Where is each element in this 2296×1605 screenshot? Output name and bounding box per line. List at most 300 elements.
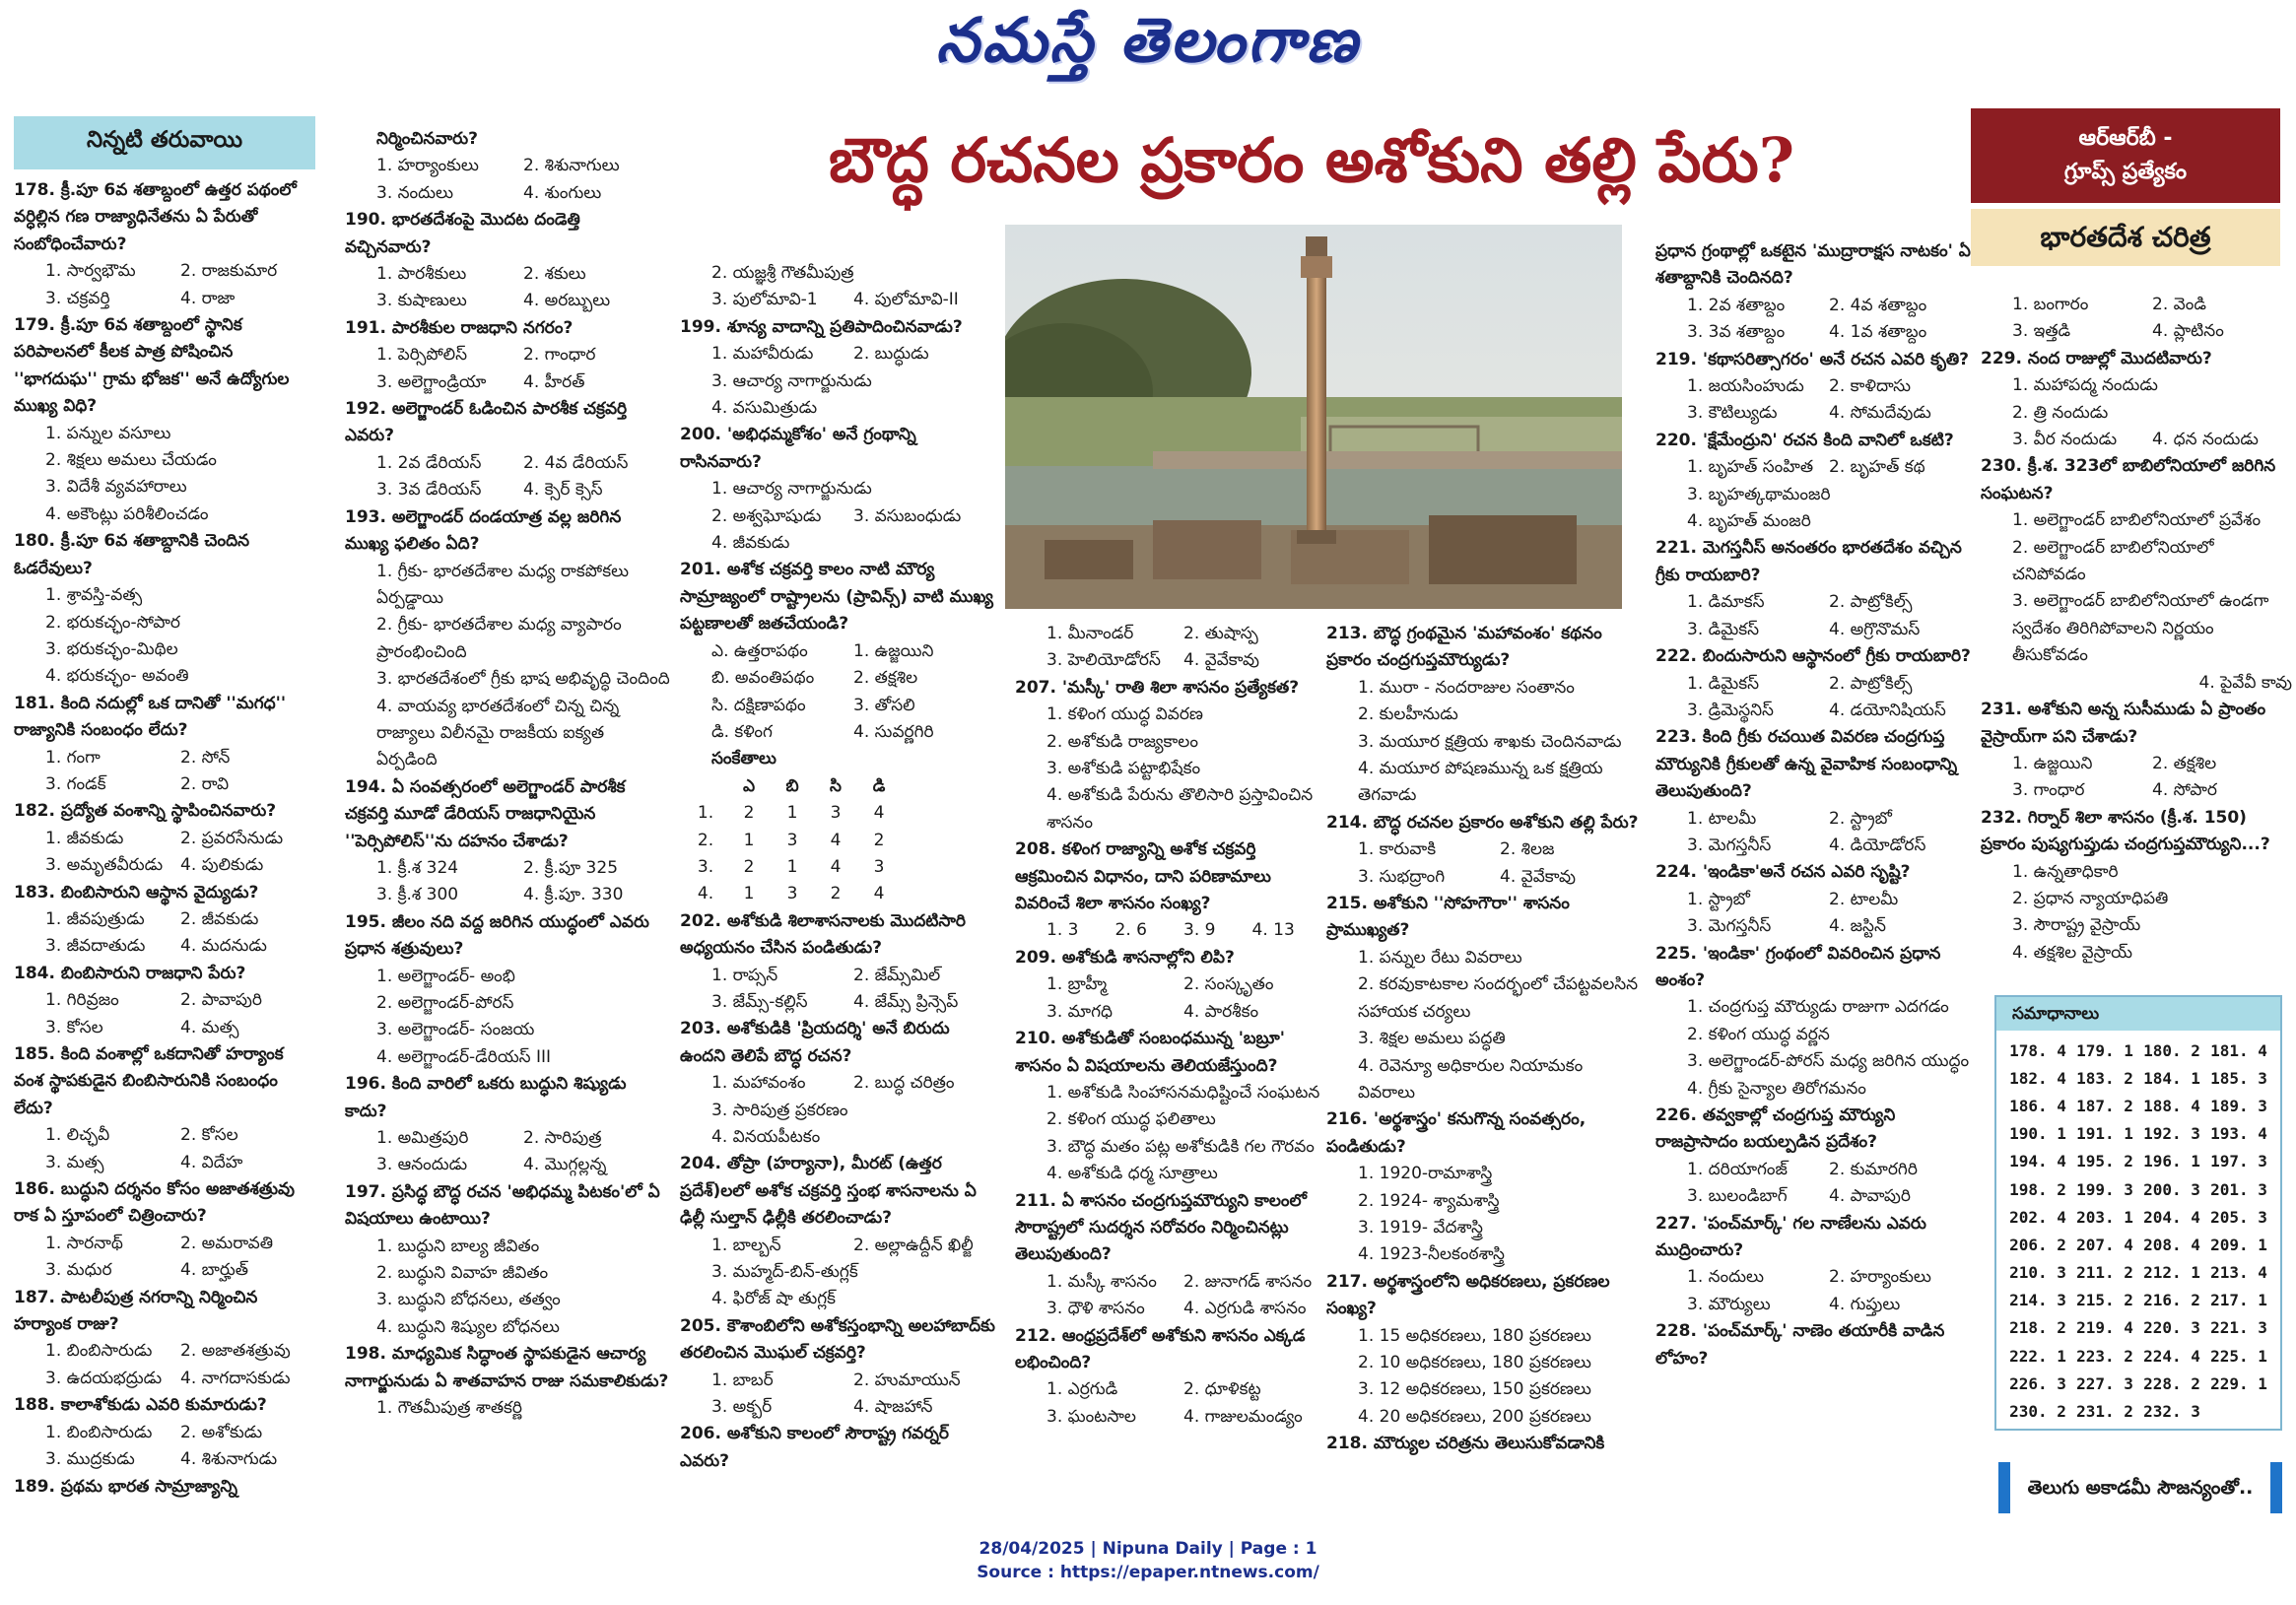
option: 4. జస్టిన్ bbox=[1829, 916, 1886, 937]
answer: 228. 2 bbox=[2143, 1373, 2200, 1393]
option: 1. పెర్సిపోలిస్ bbox=[376, 345, 468, 366]
option: 4. మత్స bbox=[180, 1017, 239, 1037]
option: 3. బౌద్ధ మతం పట్ల అశోకుడికి గల గౌరవం bbox=[1047, 1136, 1315, 1157]
option: 1. చంద్రగుప్త మౌర్యుడు రాజుగా ఎదగడం bbox=[1687, 997, 1949, 1018]
option: 2. ధూళికట్ట bbox=[1183, 1379, 1261, 1400]
question-180: 180. క్రీ.పూ 6వ శతాబ్దానికి చెందిన ఓడరేవులు? bbox=[14, 531, 250, 578]
option: 3. 3వ శతాబ్దం bbox=[1687, 322, 1786, 343]
answer: 205. 3 bbox=[2210, 1207, 2267, 1227]
option: 4. ప్లాటినం bbox=[2152, 321, 2224, 342]
option: 1. దరియాగంజ్ bbox=[1687, 1159, 1788, 1179]
option: 4. పైవేవీ కావు bbox=[2198, 672, 2292, 693]
answer: 224. 4 bbox=[2143, 1346, 2200, 1366]
option: 2. పావాపురి bbox=[180, 990, 262, 1011]
option: 1. బింబిసారుడు bbox=[45, 1422, 153, 1442]
option: 4. ధన నందుడు bbox=[2152, 430, 2259, 450]
codes-cell: 2 bbox=[830, 884, 842, 904]
question-211: 211. ఏ శాసనం చంద్రగుప్తమౌర్యుని కాలంలో సౌరాష్ట్రలో సుదర్శన సరోవరం నిర్మించినట్లు తెలుపుతుంది? bbox=[1015, 1190, 1307, 1265]
credit-line: తెలుగు అకాడమీ సౌజన్యంతో.. bbox=[1998, 1462, 2282, 1513]
column-1 bbox=[14, 177, 315, 1501]
answer: 194. 4 bbox=[2009, 1152, 2066, 1171]
option: 2. బుద్ధుని వివాహ జీవితం bbox=[376, 1263, 549, 1284]
option: 3. 1919- వేదశాస్త్రి bbox=[1358, 1217, 1483, 1237]
option: 4. మయూర పోషణమున్న ఒక క్షత్రియ తెగవాడు bbox=[1358, 759, 1603, 806]
question-202: 202. అశోకుడి శిలాశాసనాలకు మొదటిసారి అధ్యయనం చేసిన పండితుడు? bbox=[680, 910, 966, 959]
question-214: 214. బౌద్ధ రచనల ప్రకారం అశోకుని తల్లి పేరు? bbox=[1326, 812, 1639, 833]
option: 1. గ్రీకు- భారతదేశాల మధ్య రాకపోకలు ఏర్పడ్డాయి bbox=[376, 561, 630, 608]
section-tag-previous: నిన్నటి తరువాయి bbox=[14, 116, 315, 169]
option: 1. ఆచార్య నాగార్జునుడు bbox=[711, 479, 872, 500]
option: 3. బృహత్కథామంజరి bbox=[1687, 484, 1831, 504]
option: 4. వైవేకావు bbox=[1500, 866, 1576, 887]
option: 4. సోమదేవుడు bbox=[1829, 403, 1931, 424]
answer: 214. 3 bbox=[2009, 1291, 2066, 1310]
option: 2. అశ్వఘోషుడు bbox=[711, 505, 822, 526]
option: 2. కోసల bbox=[180, 1125, 238, 1146]
option: 4. డయోనిషియస్ bbox=[1829, 700, 1946, 720]
option: 3. సౌరాష్ట్ర వైస్రాయ్ bbox=[2012, 915, 2141, 936]
option: 4. మదనుడు bbox=[180, 936, 267, 957]
question-179: 179. క్రీ.పూ 6వ శతాబ్దంలో స్థానిక పరిపాలనలో కీలక పాత్ర పోషించిన ''భాగదుఘ'' గ్రామ భోజక'' అనే ఉద్యోగుల ముఖ్య విధి? bbox=[14, 315, 290, 417]
answer: 196. 1 bbox=[2143, 1152, 2200, 1171]
answer: 187. 2 bbox=[2076, 1096, 2133, 1115]
option: 1. 2వ డేరియస్ bbox=[376, 452, 482, 473]
question-201: 201. అశోక చక్రవర్తి కాలం నాటి మౌర్య సామ్రాజ్యంలో రాష్ట్రాలను (ప్రావిన్స్) వాటి ముఖ్య పట్టణాలతో జతచేయండి? bbox=[680, 560, 993, 635]
option: 2. జునాగడ్ శాసనం bbox=[1183, 1271, 1313, 1292]
answer: 229. 1 bbox=[2210, 1373, 2267, 1393]
page-footer bbox=[0, 1537, 2296, 1584]
question-187: 187. పాటలీపుత్ర నగరాన్ని నిర్మించిన హర్యాంక రాజు? bbox=[14, 1287, 258, 1335]
option: డి. కళింగ bbox=[711, 721, 773, 742]
question-207: 207. 'మస్కీ' రాతి శిలా శాసనం ప్రత్యేకత? bbox=[1015, 677, 1300, 698]
option: 1. జీవపుత్రుడు bbox=[45, 908, 145, 929]
question-185: 185. కింది వంశాల్లో ఒకదానితో హర్యాంక వంశ స్థాపకుడైన బింబిసారునికి సంబంధం లేదు? bbox=[14, 1044, 284, 1118]
option: ఎ. ఉత్తరాపథం bbox=[711, 640, 808, 661]
option: 1. 3 bbox=[1047, 920, 1079, 941]
option: 3. మత్స bbox=[45, 1152, 104, 1172]
option: 2. తక్షశిల bbox=[2152, 753, 2217, 773]
option: 1. మీనాండర్ bbox=[1047, 624, 1134, 643]
option: 4. ఫిరోజ్ షా తుగ్లక్ bbox=[711, 1289, 837, 1309]
answer: 203. 1 bbox=[2076, 1207, 2133, 1227]
answer: 195. 2 bbox=[2076, 1152, 2133, 1171]
option: 4. క్సెర్ క్సెస్ bbox=[523, 480, 603, 501]
answer: 226. 3 bbox=[2009, 1373, 2066, 1393]
answer: 191. 1 bbox=[2076, 1124, 2133, 1144]
codes-head bbox=[684, 773, 727, 800]
question-231: 231. అశోకుని అన్న సుసీముడు ఏ ప్రాంతం వైస్రాయ్‌గా పని చేశాడు? bbox=[1981, 700, 2266, 747]
codes-head: డి bbox=[872, 775, 886, 796]
option: 3. ఇత్తడి bbox=[2012, 321, 2071, 342]
question-209: 209. అశోకుడి శాసనాల్లోని లిపి? bbox=[1015, 947, 1235, 968]
option: 3. అక్బర్ bbox=[711, 1397, 773, 1418]
option: 4. విదేహ bbox=[180, 1152, 243, 1172]
option: 3. అశోకుడి పట్టాభిషేకం bbox=[1047, 759, 1201, 779]
option: 2. ప్రధాన న్యాయాధిపతి bbox=[2012, 888, 2169, 908]
option: 2. కరవుకాటకాల సందర్భంలో చేపట్టవలసిన సహాయక చర్యలు bbox=[1358, 974, 1639, 1022]
footer-source-link[interactable]: Source : https://epaper.ntnews.com/ bbox=[977, 1563, 1319, 1582]
codes-cell: 2 bbox=[873, 830, 885, 850]
option: 4. 20 అధికరణలు, 200 ప్రకరణలు bbox=[1358, 1406, 1591, 1427]
masthead-logo: నమస్తే తెలంగాణ bbox=[935, 4, 1361, 76]
codes-cell: 3 bbox=[786, 830, 798, 850]
option: 4. అకౌంట్లు పరిశీలించడం bbox=[45, 503, 209, 524]
question-230: 230. క్రీ.శ. 323లో బాబిలోనియాలో జరిగిన సంఘటన? bbox=[1981, 456, 2276, 503]
option: 1. మస్కీ శాసనం bbox=[1047, 1271, 1157, 1292]
option: 1. మురా - నందరాజుల సంతానం bbox=[1358, 677, 1575, 698]
option: 3. 3వ డేరియస్ bbox=[376, 480, 482, 501]
option: 1. ఉజ్జయిని bbox=[2012, 753, 2093, 773]
question-223: 223. కింది గ్రీకు రచయిత వివరణ చంద్రగుప్త మౌర్యునికి గ్రీకులతో ఉన్న వైవాహిక సంబంధాన్ని తెలుపుతుంది? bbox=[1655, 727, 1958, 802]
answer: 231. 2 bbox=[2076, 1402, 2133, 1422]
option: 2. క్రీ.పూ 325 bbox=[523, 857, 619, 878]
option: 3. గండక్ bbox=[45, 773, 106, 794]
option: 2. హర్యాంకులు bbox=[1829, 1267, 1931, 1288]
option: 4. భరుకచ్ఛం- అవంతి bbox=[45, 666, 189, 687]
option: 2. తక్షశిల bbox=[853, 668, 918, 689]
answer: 202. 4 bbox=[2009, 1207, 2066, 1227]
option: 2. జీవకుడు bbox=[180, 908, 259, 929]
option: 4. గ్రీకు సైన్యాల తిరోగమనం bbox=[1687, 1078, 1866, 1099]
option: 4. అలెగ్జాండర్-డేరియస్ III bbox=[376, 1046, 552, 1067]
option: 1. గంగా bbox=[45, 747, 101, 768]
question-195: 195. జీలం నది వద్ద జరిగిన యుద్ధంలో ఎవరు ప్రధాన శత్రువులు? bbox=[345, 911, 649, 960]
option: 1. జయసింహుడు bbox=[1687, 376, 1804, 397]
option: 1. బుద్ధుని బాల్య జీవితం bbox=[376, 1236, 540, 1256]
option: 1. డిమాకస్ bbox=[1687, 592, 1765, 613]
option: బి. అవంతిపథం bbox=[711, 668, 815, 689]
page-headline: బౌద్ధ రచనల ప్రకారం అశోకుని తల్లి పేరు? bbox=[828, 124, 1795, 196]
answer: 185. 3 bbox=[2210, 1068, 2267, 1088]
question-183: 183. బింబిసారుని ఆస్థాన వైద్యుడు? bbox=[14, 882, 259, 903]
question-218-cont: ప్రధాన గ్రంథాల్లో ఒకటైన 'ముద్రారాక్షస నాటకం' ఏ శతాబ్దానికి చెందినది? bbox=[1655, 241, 1971, 289]
option: 4. బార్హుత్ bbox=[180, 1260, 249, 1281]
option: 2. బుద్ధ చరిత్రం bbox=[853, 1073, 955, 1094]
question-208: 208. కళింగ రాజ్యాన్ని అశోక చక్రవర్తి ఆక్రమించిన విధానం, దాని పరిణామాలు వివరించే శిలా శాసనం సంఖ్య? bbox=[1015, 839, 1271, 914]
option: 2. వెండి bbox=[2152, 295, 2206, 314]
answer: 192. 3 bbox=[2143, 1124, 2200, 1144]
option: 1. క్రీ.శ 324 bbox=[376, 857, 459, 878]
option: 1. గిరివ్రజం bbox=[45, 990, 119, 1011]
option: 2. 4వ శతాబ్దం bbox=[1829, 295, 1927, 315]
option: 3. అలెగ్జాండ్రియా bbox=[376, 371, 487, 392]
question-198: 198. మాధ్యమిక సిద్ధాంత స్థాపకుడైన ఆచార్య నాగార్జునుడు ఏ శాతవాహన రాజు సమకాలికుడు? bbox=[345, 1344, 669, 1391]
question-217: 217. అర్థశాస్త్రంలోని అధికరణలు, ప్రకరణల సంఖ్య? bbox=[1326, 1271, 1610, 1319]
codes-cell: 4 bbox=[873, 884, 885, 904]
option: 2. కళింగ యుద్ధ వర్ణన bbox=[1687, 1024, 1830, 1044]
option: 1. మహావీరుడు bbox=[711, 344, 814, 365]
option: 3. మహ్మద్-బిన్-తుగ్లక్ bbox=[711, 1262, 858, 1283]
option: 1. డిమైకస్ bbox=[1687, 673, 1759, 694]
codes-cell: 4. bbox=[697, 884, 714, 904]
option: 2. గాంధార bbox=[523, 345, 596, 366]
option: 1. స్ట్రాబో bbox=[1687, 889, 1750, 909]
answer: 230. 2 bbox=[2009, 1402, 2066, 1422]
answer: 232. 3 bbox=[2143, 1402, 2200, 1422]
question-194: 194. ఏ సంవత్సరంలో అలెగ్జాండర్ పారశీక చక్రవర్తి మూడో డేరియస్ రాజధానియైన ''పెర్సిపోలిస్''ను దహనం చేశాడు? bbox=[345, 776, 626, 851]
option: 1. గౌతమీపుత్ర శాతకర్ణి bbox=[376, 1398, 522, 1419]
option: 3. డ్రిమెస్థనిస్ bbox=[1687, 700, 1774, 720]
option: 2. కుమారగిరి bbox=[1829, 1159, 1918, 1179]
answer: 227. 3 bbox=[2076, 1373, 2133, 1393]
option: 3. ఉదయభద్రుడు bbox=[45, 1368, 163, 1388]
codes-cell: 3 bbox=[786, 884, 798, 904]
option: 4. అగ్రొనొమస్ bbox=[1829, 619, 1921, 639]
option: 3. ఆనందుడు bbox=[376, 1155, 468, 1175]
answer: 184. 1 bbox=[2143, 1068, 2200, 1088]
option: 3. ముద్రకుడు bbox=[45, 1449, 135, 1470]
option: 4. డియోడోరస్ bbox=[1829, 835, 1926, 855]
codes-cell: 1 bbox=[743, 884, 755, 904]
question-229: 229. నంద రాజుల్లో మొదటివారు? bbox=[1981, 348, 2212, 368]
option: 1. ఉన్నతాధికారి bbox=[2012, 861, 2119, 882]
option: 2. పాట్రోకిల్స్ bbox=[1829, 592, 1913, 613]
option: 4. హీరత్ bbox=[523, 371, 585, 392]
question-212: 212. ఆంధ్రప్రదేశ్‌లో అశోకుని శాసనం ఎక్కడ లభించింది? bbox=[1015, 1325, 1306, 1372]
option: 4. రాజా bbox=[180, 288, 236, 308]
answer: 223. 2 bbox=[2076, 1346, 2133, 1366]
option: 4. బుద్ధుని శిష్యుల బోధనలు bbox=[376, 1316, 560, 1337]
option: 2. భరుకచ్ఛం-సోపార bbox=[45, 612, 180, 633]
codes-title: సంకేతాలు bbox=[711, 749, 777, 769]
option: 4. పులోమావి-II bbox=[853, 290, 959, 310]
question-226: 226. తవ్వకాల్లో చంద్రగుప్త మౌర్యుని రాజప్రాసాదం బయల్పడిన ప్రదేశం? bbox=[1655, 1105, 1896, 1153]
option: 2. సోన్ bbox=[180, 747, 231, 768]
footer-date-line: 28/04/2025 | Nipuna Daily | Page : 1 bbox=[979, 1539, 1317, 1559]
option: 4. శుంగులు bbox=[523, 182, 602, 203]
option: 1. శ్రావస్తి-వత్స bbox=[45, 585, 143, 606]
codes-cell: 4 bbox=[873, 803, 885, 824]
option: 2. అల్లాఉద్దీన్ ఖిల్జీ bbox=[853, 1235, 974, 1255]
option: 1. బంగారం bbox=[2012, 295, 2089, 314]
option: 3. 12 అధికరణలు, 150 ప్రకరణలు bbox=[1358, 1379, 1591, 1400]
option: 3. ఆచార్య నాగార్జునుడు bbox=[711, 370, 872, 391]
option: 2. ప్రవరసేనుడు bbox=[180, 828, 284, 848]
option: 2. సారిపుత్ర bbox=[523, 1128, 602, 1149]
answer: 198. 2 bbox=[2009, 1179, 2066, 1199]
option: 2. అశోకుడి రాజ్యకాలం bbox=[1047, 731, 1198, 752]
question-200: 200. 'అభిధమ్మకోశం' అనే గ్రంథాన్ని రాసినవారు? bbox=[680, 425, 916, 472]
option: 4. పారశీకం bbox=[1183, 1001, 1259, 1022]
option: 2. యజ్ఞశ్రీ గౌతమీపుత్ర bbox=[711, 263, 854, 283]
option: 4. అశోకుడి పేరును తొలిసారి ప్రస్తావించిన శాసనం bbox=[1047, 785, 1314, 833]
option: 1. మహావంశం bbox=[711, 1073, 806, 1094]
question-184: 184. బింబిసారుని రాజధాని పేరు? bbox=[14, 963, 246, 983]
question-224: 224. 'ఇండికా'అనే రచన ఎవరి సృష్టి? bbox=[1655, 862, 1911, 883]
option: 1. బృహత్ సంహిత bbox=[1687, 457, 1814, 478]
option: 3. హెలియోడోరస్ bbox=[1047, 650, 1161, 671]
codes-table bbox=[684, 773, 901, 908]
question-181: 181. కింది నదుల్లో ఒక దానితో ''మగధ'' రాజ్యానికి సంబంధం లేదు? bbox=[14, 693, 287, 741]
option: 4. మొగ్గల్లన్న bbox=[523, 1155, 607, 1175]
option: 4. క్రీ.పూ. 330 bbox=[523, 885, 624, 905]
option: 3. భారతదేశంలో గ్రీకు భాష అభివృద్ధి చెందింది bbox=[376, 669, 670, 690]
option: 4. వసుమిత్రుడు bbox=[711, 398, 818, 419]
option: 1. బాల్బన్ bbox=[711, 1235, 781, 1255]
option: 1. బింబిసారుడు bbox=[45, 1341, 153, 1362]
option: 2. కాళిదాసు bbox=[1829, 376, 1911, 397]
option: 2. శకులు bbox=[523, 264, 586, 285]
answer: 220. 3 bbox=[2143, 1318, 2200, 1338]
option: 4. పులికుడు bbox=[180, 855, 264, 876]
answer: 222. 1 bbox=[2009, 1346, 2066, 1366]
question-210: 210. అశోకుడితో సంబంధమున్న 'బబ్రూ' శాసనం ఏ విషయాలను తెలియజేస్తుంది? bbox=[1015, 1029, 1285, 1076]
option: 3. తోసలి bbox=[853, 695, 915, 715]
series-tag-line2: గ్రూప్స్ ప్రత్యేకం bbox=[2063, 160, 2188, 184]
option: 3. క్రీ.శ 300 bbox=[376, 885, 459, 905]
answer: 217. 1 bbox=[2210, 1291, 2267, 1310]
option: 2. అమరావతి bbox=[180, 1233, 273, 1253]
option: 3. వసుబంధుడు bbox=[853, 505, 962, 526]
answer: 215. 2 bbox=[2076, 1291, 2133, 1310]
option: 1. నందులు bbox=[1687, 1267, 1764, 1288]
option: 4. వైవేకావు bbox=[1183, 650, 1259, 671]
option: 4. అశోకుడి ధర్మ సూత్రాలు bbox=[1047, 1164, 1218, 1184]
option: 4. 1923-నీలకంఠశాస్త్రి bbox=[1358, 1244, 1505, 1265]
question-225: 225. 'ఇండికా' గ్రంథంలో వివరించిన ప్రధాన అంశం? bbox=[1655, 943, 1941, 990]
option: 1. ఎర్రగుడి bbox=[1047, 1379, 1118, 1400]
codes-cell: 1 bbox=[743, 830, 755, 850]
column-3 bbox=[680, 260, 995, 1475]
answer: 201. 3 bbox=[2210, 1179, 2267, 1199]
codes-cell: 4 bbox=[830, 856, 842, 877]
answer: 204. 4 bbox=[2143, 1207, 2200, 1227]
option: 3. కుషాణులు bbox=[376, 291, 467, 311]
answers-box bbox=[1994, 995, 2282, 1431]
option: 3. జేమ్స్-కల్లిస్ bbox=[711, 991, 808, 1012]
column-2 bbox=[345, 126, 670, 1423]
answer: 182. 4 bbox=[2009, 1068, 2066, 1088]
question-222: 222. బిందుసారుని ఆస్థానంలో గ్రీకు రాయబారి? bbox=[1655, 646, 1971, 667]
option: 3. కౌటిల్యుడు bbox=[1687, 403, 1778, 424]
series-tag bbox=[1971, 108, 2280, 203]
option: 3. గాంధార bbox=[2012, 780, 2085, 801]
option: 2. స్ట్రాబో bbox=[1829, 808, 1892, 829]
question-189-cont: నిర్మించినవారు? bbox=[376, 129, 479, 149]
option: 2. బృహత్ కథ bbox=[1829, 457, 1925, 478]
answer: 180. 2 bbox=[2143, 1040, 2200, 1060]
option: 3. డిమైకస్ bbox=[1687, 619, 1759, 639]
answer: 208. 4 bbox=[2143, 1235, 2200, 1254]
option: 2. అలెగ్జాండర్-పోరస్ bbox=[376, 993, 514, 1013]
answer: 213. 4 bbox=[2210, 1263, 2267, 1283]
option: 3. విదేశీ వ్యవహారాలు bbox=[45, 477, 187, 498]
option: 3. కోసల bbox=[45, 1017, 103, 1037]
option: 4. సోపార bbox=[2152, 780, 2218, 801]
option: 3. అలెగ్జాండర్-పోరస్ మధ్య జరిగిన యుద్ధం bbox=[1687, 1051, 1970, 1072]
option: 2. 1924- శ్యామశాస్త్రి bbox=[1358, 1190, 1500, 1211]
codes-cell: 3 bbox=[873, 856, 885, 877]
answer: 207. 4 bbox=[2076, 1235, 2133, 1254]
question-227: 227. 'పంచ్‌మార్క్' గల నాణేలను ఎవరు ముద్రించారు? bbox=[1655, 1213, 1926, 1261]
option: 2. అలెగ్జాండర్ బాబిలోనియాలో చనిపోవడం bbox=[2012, 537, 2214, 585]
option: 1. పన్నుల వసూలు bbox=[45, 423, 171, 443]
option: 2. సంస్కృతం bbox=[1183, 974, 1274, 995]
option: 1. సార్వభౌమ bbox=[45, 261, 136, 282]
question-188: 188. కాలాశోకుడు ఎవరి కుమారుడు? bbox=[14, 1395, 267, 1416]
option: 3. మౌర్యులు bbox=[1687, 1294, 1771, 1314]
column-4 bbox=[1015, 621, 1320, 1431]
option: 1. అలెగ్జాండర్- అంభి bbox=[376, 966, 515, 986]
answer: 199. 3 bbox=[2076, 1179, 2133, 1199]
question-199: 199. శూన్య వాదాన్ని ప్రతిపాదించినవాడు? bbox=[680, 316, 963, 337]
question-206: 206. అశోకుని కాలంలో సౌరాష్ట్ర గవర్నర్ ఎవరు? bbox=[680, 1424, 949, 1471]
option: 2. తుషాస్ప bbox=[1183, 624, 1258, 643]
option: 2. జేమ్స్‌మిల్ bbox=[853, 965, 941, 985]
option: 1. కళింగ యుద్ధ వివరణ bbox=[1047, 704, 1203, 725]
option: 3. అలెగ్జాండర్ బాబిలోనియాలో ఉండగా స్వదేశం తిరిగిపోవాలని నిర్ణయం తీసుకోవడం bbox=[2012, 591, 2269, 666]
option: 4. షాజహాన్ bbox=[853, 1397, 933, 1418]
answer: 218. 2 bbox=[2009, 1318, 2066, 1338]
question-190: 190. భారతదేశంపై మొదట దండెత్తి వచ్చినవారు? bbox=[345, 210, 580, 257]
option: 1. సారనాథ్ bbox=[45, 1233, 123, 1253]
option: 1. మహాపద్మ నందుడు bbox=[2012, 375, 2158, 396]
codes-head: ఎ bbox=[742, 775, 756, 796]
codes-cell: 2. bbox=[697, 830, 714, 850]
option: 3. సుభద్రాంగి bbox=[1358, 866, 1446, 887]
option: 1. పారశీకులు bbox=[376, 264, 467, 285]
option: 4. నాగదాసకుడు bbox=[180, 1368, 291, 1388]
codes-head: సి bbox=[830, 775, 842, 796]
answer: 225. 1 bbox=[2210, 1346, 2267, 1366]
ashoka-pillar-photo bbox=[1005, 225, 1622, 609]
column-6 bbox=[1655, 238, 1971, 1372]
answer: 183. 2 bbox=[2076, 1068, 2133, 1088]
option: 2. రాజకుమార bbox=[180, 261, 278, 282]
option: 1. 15 అధికరణలు, 180 ప్రకరణలు bbox=[1358, 1325, 1591, 1346]
option: 4. అరబ్బులు bbox=[523, 291, 611, 311]
option: 4. బృహత్ మంజరి bbox=[1687, 511, 1811, 532]
option: 2. అశోకుడు bbox=[180, 1422, 263, 1442]
option: 2. 4వ డేరియస్ bbox=[523, 452, 629, 473]
option: 3. మాగధి bbox=[1047, 1001, 1113, 1022]
option: 1. అశోకుడి సింహాసనమధిష్టించే సంఘటన bbox=[1047, 1082, 1320, 1103]
answer: 206. 2 bbox=[2009, 1235, 2066, 1254]
column-7 bbox=[1981, 292, 2292, 967]
option: 3. 9 bbox=[1183, 920, 1216, 941]
option: 2. 6 bbox=[1114, 920, 1147, 941]
option: 1. లిచ్ఛవీ bbox=[45, 1125, 110, 1146]
option: 3. వీర నందుడు bbox=[2012, 430, 2118, 450]
option: 3. ధౌళి శాసనం bbox=[1047, 1299, 1145, 1319]
codes-cell: 2 bbox=[743, 856, 755, 877]
option: 4. ఎర్రగుడి శాసనం bbox=[1183, 1299, 1307, 1319]
question-192: 192. అలెగ్జాండర్ ఓడించిన పారశీక చక్రవర్తి ఎవరు? bbox=[345, 399, 628, 446]
option: 2. పాట్రోకిల్స్ bbox=[1829, 673, 1913, 694]
option: 2. బుద్ధుడు bbox=[853, 344, 929, 365]
question-196: 196. కింది వారిలో ఒకరు బుద్ధుని శిష్యుడు కాదు? bbox=[345, 1074, 627, 1121]
option: 3. జీవదాతుడు bbox=[45, 936, 146, 957]
answer: 209. 1 bbox=[2210, 1235, 2267, 1254]
option: 4. జీవకుడు bbox=[711, 533, 790, 554]
answer: 216. 2 bbox=[2143, 1291, 2200, 1310]
option: 3. బులండిబాగ్ bbox=[1687, 1186, 1788, 1207]
option: 1. బాబర్ bbox=[711, 1370, 774, 1390]
option: 1. జీవకుడు bbox=[45, 828, 124, 848]
option: 2. అజాతశత్రువు bbox=[180, 1341, 291, 1362]
option: 1. 1920-రామాశాస్త్రి bbox=[1358, 1164, 1493, 1184]
codes-cell: 1. bbox=[697, 803, 714, 824]
column-5 bbox=[1326, 621, 1642, 1458]
option: 4. 1వ శతాబ్దం bbox=[1829, 322, 1927, 343]
question-203: 203. అశోకుడికి 'ప్రియదర్శి' అనే బిరుదు ఉందని తెలిపే బౌద్ధ రచన? bbox=[680, 1019, 950, 1066]
option: 4. పావాపురి bbox=[1829, 1186, 1911, 1207]
option: 3. ఘంటసాల bbox=[1047, 1406, 1136, 1427]
option: 2. త్రి నందుడు bbox=[2012, 402, 2109, 423]
codes-cell: 4 bbox=[830, 830, 842, 850]
answer: 178. 4 bbox=[2009, 1040, 2066, 1060]
series-tag-line1: ఆర్ఆర్‌బీ - bbox=[2078, 126, 2173, 151]
